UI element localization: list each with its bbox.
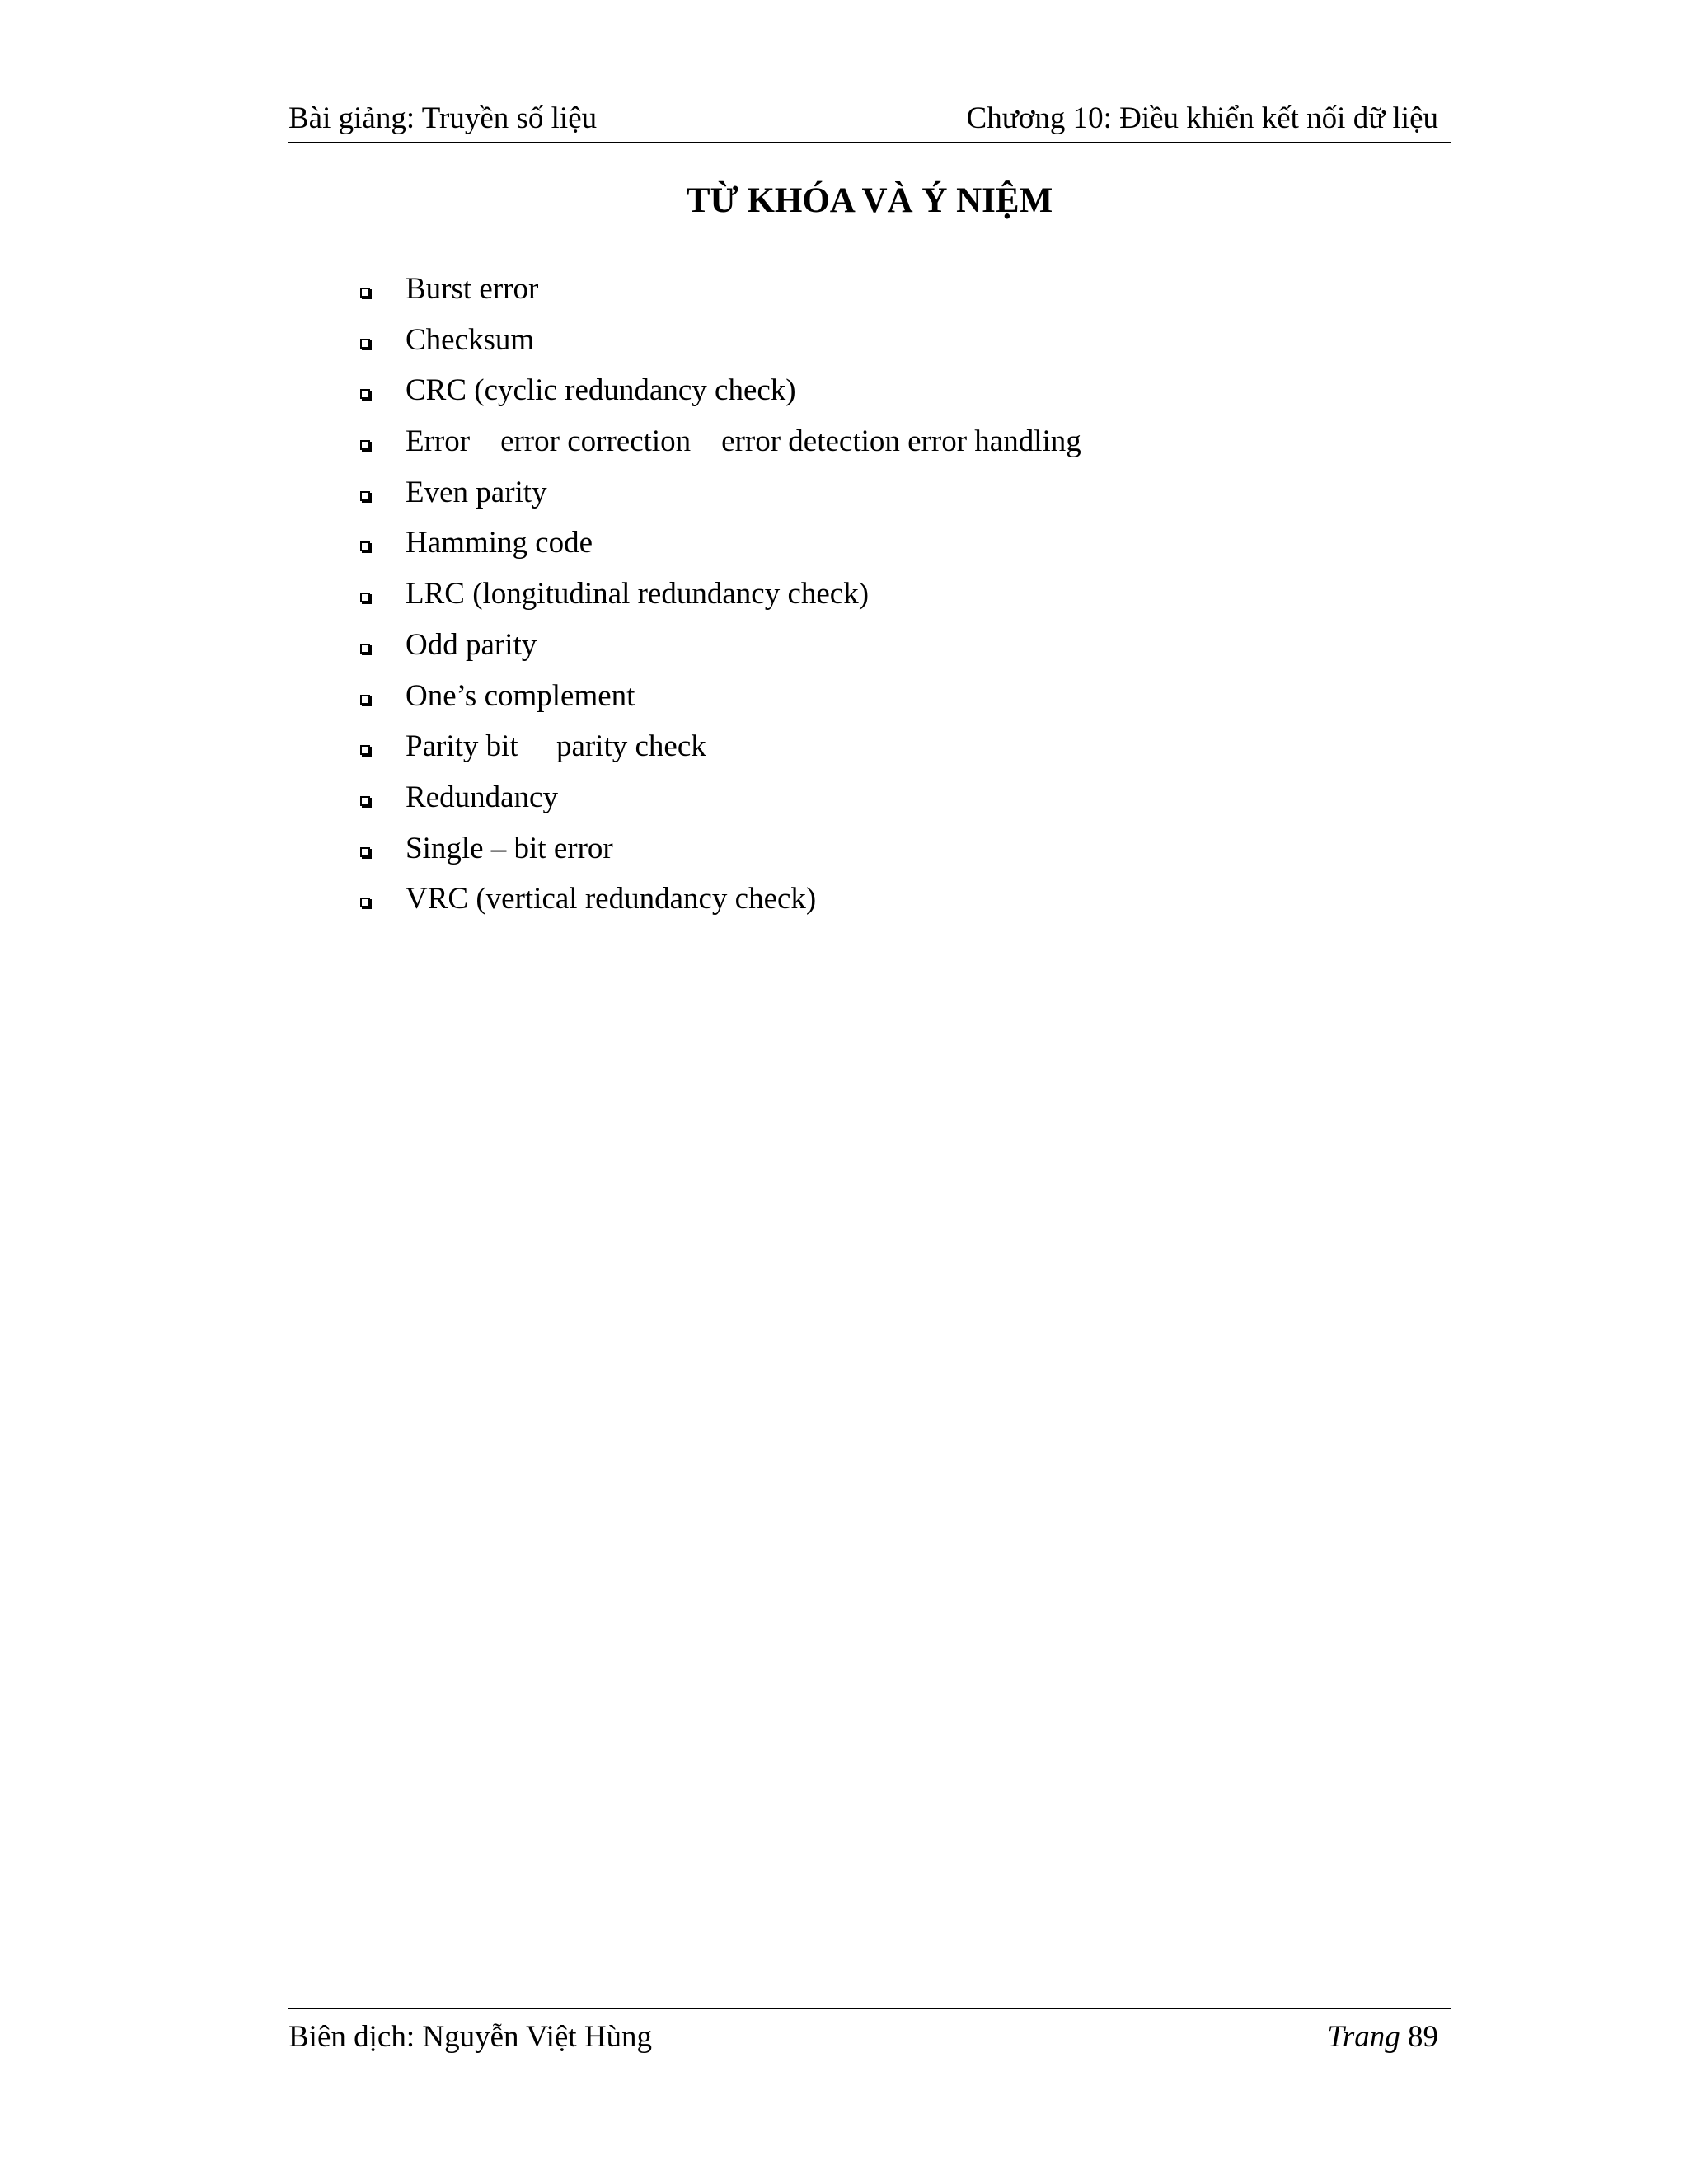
keyword-text: Odd parity xyxy=(406,627,537,662)
checkbox-bullet-icon xyxy=(360,491,370,501)
page-number: 89 xyxy=(1408,2020,1438,2054)
page-footer xyxy=(288,2008,1451,2067)
checkbox-bullet-icon xyxy=(360,796,370,806)
page-title: TỪ KHÓA VÀ Ý NIỆM xyxy=(686,181,1053,220)
keyword-text: One’s complement xyxy=(406,678,635,713)
page-label: Trang xyxy=(1327,2020,1400,2054)
checkbox-bullet-icon xyxy=(360,288,370,298)
keyword-text: Checksum xyxy=(406,322,535,357)
checkbox-bullet-icon xyxy=(360,847,370,857)
checkbox-bullet-icon xyxy=(360,339,370,349)
checkbox-bullet-icon xyxy=(360,541,370,551)
keyword-text: Single – bit error xyxy=(406,831,613,865)
keyword-text: Redundancy xyxy=(406,780,558,814)
keyword-text: VRC (vertical redundancy check) xyxy=(406,882,817,916)
keyword-text: LRC (longitudinal redundancy check) xyxy=(406,577,870,612)
keyword-text: Burst error xyxy=(406,272,539,306)
keyword-text: Even parity xyxy=(406,475,547,509)
checkbox-bullet-icon xyxy=(360,593,370,602)
checkbox-bullet-icon xyxy=(360,440,370,450)
page-header xyxy=(288,101,1451,143)
keyword-text: CRC (cyclic redundancy check) xyxy=(406,373,796,408)
keyword-text: Hamming code xyxy=(406,526,593,560)
checkbox-bullet-icon xyxy=(360,898,370,907)
header-course-title: Bài giảng: Truyền số liệu xyxy=(288,101,598,135)
header-chapter-title: Chương 10: Điều khiển kết nối dữ liệu xyxy=(966,101,1438,135)
footer-translator: Biên dịch: Nguyễn Việt Hùng xyxy=(288,2020,653,2054)
checkbox-bullet-icon xyxy=(360,644,370,654)
keyword-text: Parity bit parity check xyxy=(406,729,706,764)
keyword-text: Error error correction error detection error handling xyxy=(406,424,1081,459)
page-number-label xyxy=(1327,2019,1438,2055)
checkbox-bullet-icon xyxy=(360,695,370,705)
checkbox-bullet-icon xyxy=(360,389,370,399)
checkbox-bullet-icon xyxy=(360,745,370,755)
